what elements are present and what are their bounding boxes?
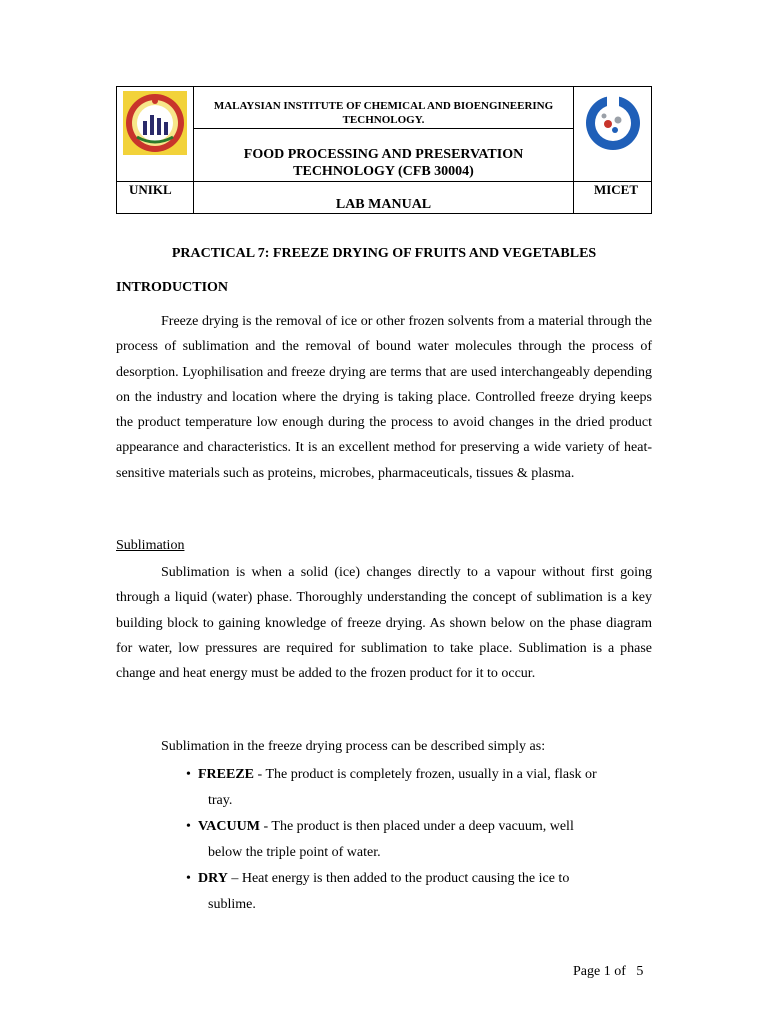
introduction-paragraph: Freeze drying is the removal of ice or other frozen solvents from a material through the process of sublimation and the removal of bound water molecules through the process of desorption. Lyophilisation and freeze drying are terms that are used interchangeably depending on the industry and location where the drying is taking place. Controlled freeze drying keeps the product temperature low enough during the process to avoid changes in the dried product appearance and characteristics. It is an excellent method for preserving a wide variety of heat-sensitive materials such as proteins, microbes, pharmaceuticals, tissues & plasma. (116, 314, 652, 481)
right-label-cell (574, 182, 652, 214)
micet-label: MICET (593, 182, 638, 197)
step-separator: – (227, 871, 242, 886)
left-label-cell (117, 182, 194, 214)
list-item (186, 762, 652, 814)
step-text-continued: below the triple point of water. (208, 845, 381, 860)
step-text: The product is then placed under a deep vacuum, well (271, 819, 574, 834)
bullet-icon: • (186, 767, 191, 782)
list-item (186, 814, 652, 866)
header-center-cell (194, 87, 574, 182)
practical-title: PRACTICAL 7: FREEZE DRYING OF FRUITS AND VEGETABLES (171, 246, 597, 261)
introduction-heading: INTRODUCTION (116, 280, 229, 295)
process-steps-list (186, 762, 652, 918)
lab-manual-label: LAB MANUAL (335, 197, 432, 212)
step-term: VACUUM (198, 819, 260, 834)
unikl-logo-cell (117, 87, 194, 182)
micet-logo-cell (574, 87, 652, 182)
step-text: The product is completely frozen, usually in a vial, flask or (265, 767, 597, 782)
unikl-label: UNIKL (129, 182, 172, 197)
step-text-continued: sublime. (208, 897, 256, 912)
step-text: Heat energy is then added to the product causing the ice to (241, 871, 570, 886)
institute-name: MALAYSIAN INSTITUTE OF CHEMICAL AND BIOENGINEERING TECHNOLOGY. (194, 87, 573, 129)
step-separator: - (259, 819, 272, 834)
step-term: DRY (198, 871, 228, 886)
course-title: FOOD PROCESSING AND PRESERVATION TECHNOLOGY (CFB 30004) (243, 147, 524, 179)
sublimation-paragraph: Sublimation is when a solid (ice) changes directly to a vapour without first going through a liquid (water) phase. Thoroughly understanding the concept of sublimation is a key building block to gaining knowledge of freeze drying. As shown below on the phase diagram for water, low pressures are required for sublimation to take place. Sublimation is a phase change and heat energy must be added to the frozen product for it to occur. (116, 565, 652, 682)
bullet-icon: • (186, 819, 191, 834)
lab-manual-cell (194, 182, 574, 214)
sublimation-heading: Sublimation (116, 538, 185, 553)
micet-logo (582, 90, 644, 152)
document-header-table (116, 86, 652, 214)
step-text-continued: tray. (208, 793, 233, 808)
list-item (186, 866, 652, 918)
step-separator: - (254, 767, 266, 782)
step-term: FREEZE (198, 767, 255, 782)
bullet-icon: • (186, 871, 191, 886)
process-lead-in: Sublimation in the freeze drying process can be described simply as: (161, 739, 546, 754)
page-number: Page 1 of 5 (573, 964, 644, 979)
unikl-crest-logo (123, 91, 187, 155)
